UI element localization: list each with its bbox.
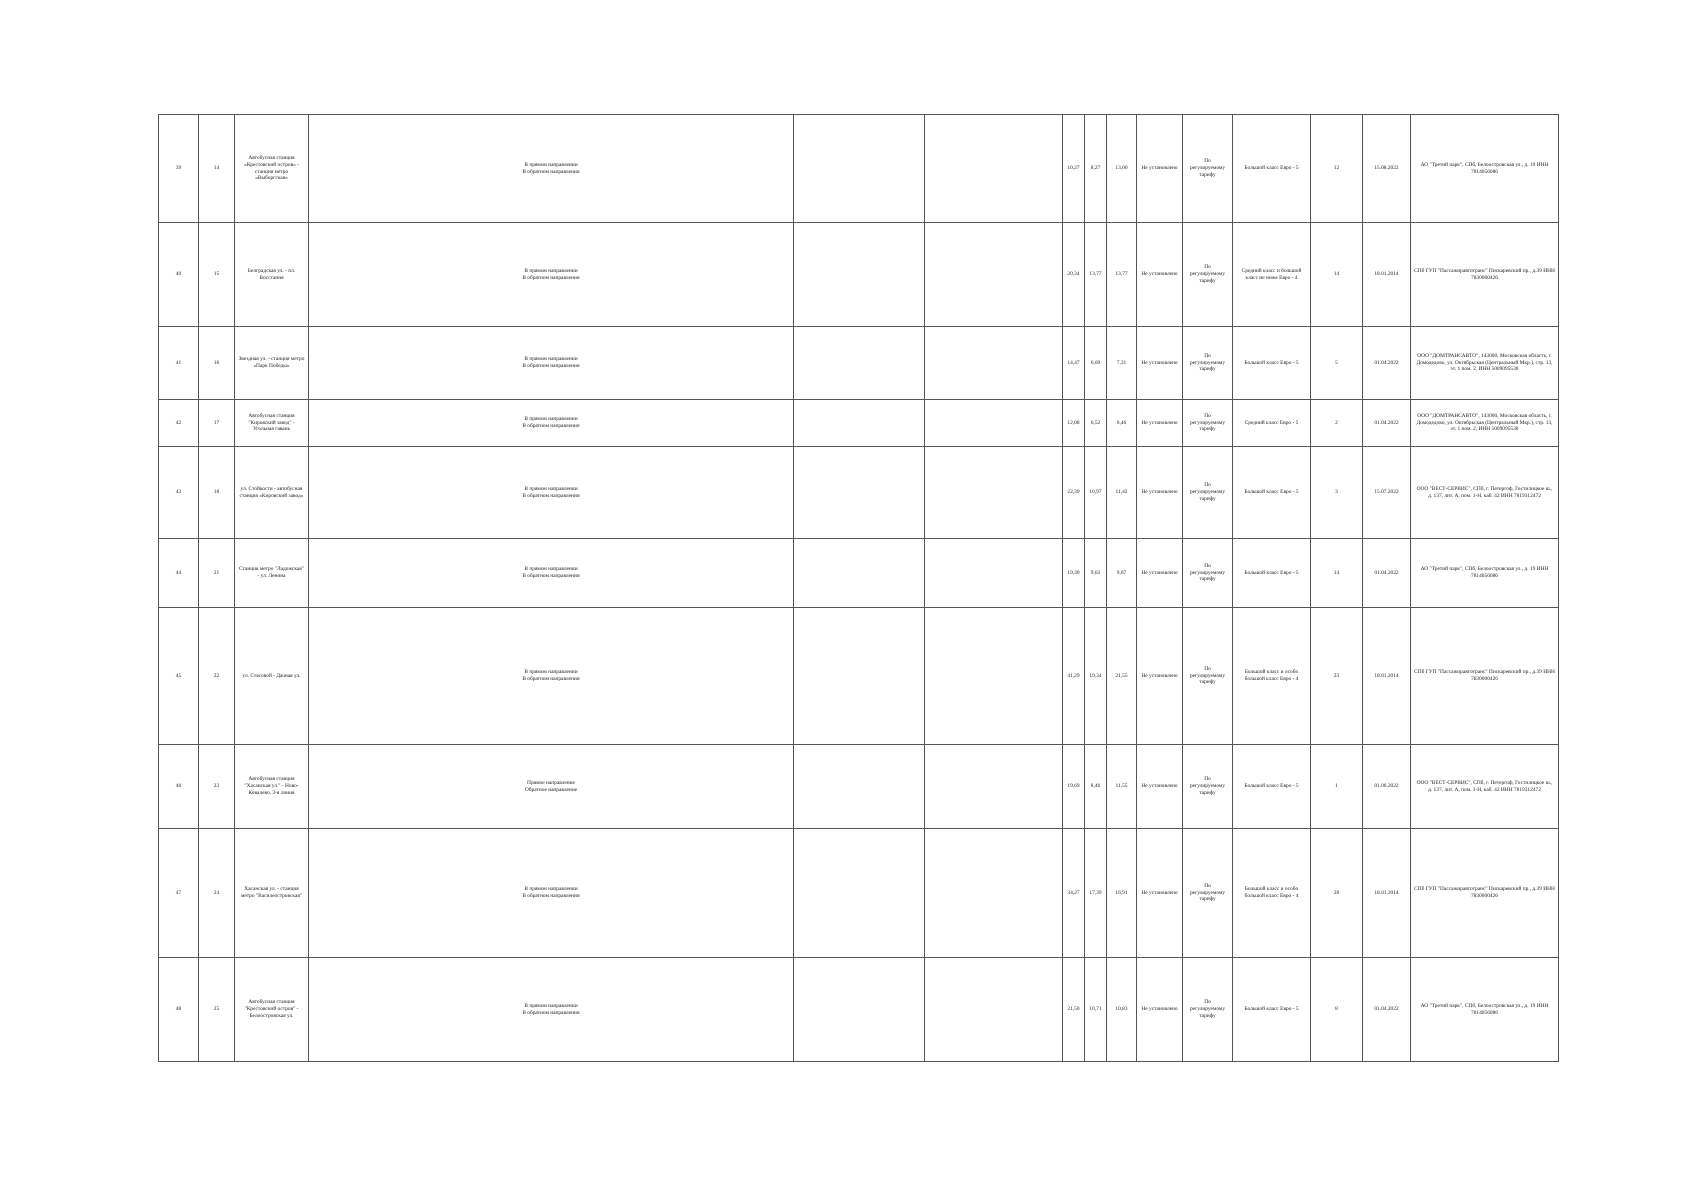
route-length: 13,77 <box>1107 223 1137 327</box>
route-name: Белградская ул. - пл. Восстания <box>235 223 309 327</box>
length-forward: 19,69 <box>1063 745 1085 829</box>
direction-back-label: В обратном направлении <box>522 893 580 899</box>
route-path-cell <box>309 958 794 1062</box>
start-date: 01.04.2022 <box>1363 327 1411 400</box>
vehicle-class: Большой класс Евро - 5 <box>1233 745 1311 829</box>
landing-restriction: Не установлено <box>1137 829 1183 958</box>
start-date: 15.08.2022 <box>1363 115 1411 223</box>
direction-forward-label: В прямом направлении <box>524 356 578 363</box>
vehicle-class: Большой класс и особо большой класс Евро - 4 <box>1233 829 1311 958</box>
carrier-info: АО "Третий парк", СПб, Белоостровская ул., д. 19 ИНН 7814056086 <box>1411 958 1559 1062</box>
landing-restriction: Не установлено <box>1137 745 1183 829</box>
vehicle-count: 5 <box>1311 327 1363 400</box>
tariff-type: По регулируемому тарифу <box>1183 447 1233 539</box>
vehicle-class: Большой класс и особо большой класс Евро - 4 <box>1233 608 1311 745</box>
length-forward: 21,50 <box>1063 958 1085 1062</box>
row-number: 47 <box>159 829 199 958</box>
length-forward: 12,08 <box>1063 400 1085 447</box>
streets-back-cell <box>925 745 1063 829</box>
carrier-info: ООО "ДОМТРАНСАВТО", 143000, Московская область, г. Домодедово, ул. Октябрьская (Центральный Мкр.), стр. 13, эт. 1 пом. 2, ИНН 5009095530 <box>1411 327 1559 400</box>
carrier-info: ООО "ДОМТРАНСАВТО", 143000, Московская область, г. Домодедово, ул. Октябрьская (Центральный Мкр.), стр. 13, эт. 1 пом. 2, ИНН 5009095530 <box>1411 400 1559 447</box>
streets-back-cell <box>925 400 1063 447</box>
direction-forward-label: Прямое направление <box>527 779 575 786</box>
vehicle-class: Большой класс Евро - 5 <box>1233 115 1311 223</box>
length-forward: 41,29 <box>1063 608 1085 745</box>
route-name: Звездная ул. - станция метро «Парк Победы» <box>235 327 309 400</box>
route-path-cell <box>309 223 794 327</box>
direction-back-label: В обратном направлении <box>522 363 580 369</box>
streets-back-cell <box>925 958 1063 1062</box>
table-row <box>159 447 1559 539</box>
row-number: 42 <box>159 400 199 447</box>
carrier-info: АО "Третий парк", СПб, Белоостровская ул., д. 19 ИНН 7814056086 <box>1411 115 1559 223</box>
direction-back-label: В обратном направлении <box>522 492 580 499</box>
length-forward: 10,27 <box>1063 115 1085 223</box>
streets-forward-cell <box>794 745 925 829</box>
route-length: 11,55 <box>1107 745 1137 829</box>
streets-forward-cell <box>794 223 925 327</box>
start-date: 18.01.2014 <box>1363 608 1411 745</box>
route-path-cell <box>309 539 794 608</box>
start-date: 18.01.2014 <box>1363 223 1411 327</box>
vehicle-class: Средний класс и большой класс не ниже Евро - 4 <box>1233 223 1311 327</box>
streets-back-cell <box>925 223 1063 327</box>
length-back: 10,71 <box>1085 958 1107 1062</box>
streets-back-cell <box>925 608 1063 745</box>
streets-forward-cell <box>794 115 925 223</box>
streets-forward-cell <box>794 400 925 447</box>
landing-restriction: Не установлено <box>1137 115 1183 223</box>
route-length: 13,00 <box>1107 115 1137 223</box>
direction-back-label: В обратном направлении <box>522 168 580 175</box>
length-back: 8,46 <box>1085 745 1107 829</box>
route-name: ул. Стасовой - Дачная ул. <box>235 608 309 745</box>
row-number: 41 <box>159 327 199 400</box>
vehicle-count: 14 <box>1311 223 1363 327</box>
route-number: 14 <box>199 115 235 223</box>
streets-back-cell <box>925 539 1063 608</box>
vehicle-count: 2 <box>1311 400 1363 447</box>
direction-forward-label: В прямом направлении <box>524 416 578 423</box>
route-path-cell <box>309 115 794 223</box>
vehicle-class: Большой класс Евро - 5 <box>1233 958 1311 1062</box>
direction-forward-label: В прямом направлении <box>524 669 578 676</box>
table-row <box>159 958 1559 1062</box>
direction-forward-label: В прямом направлении <box>524 886 578 893</box>
vehicle-count: 8 <box>1311 958 1363 1062</box>
row-number: 45 <box>159 608 199 745</box>
row-number: 43 <box>159 447 199 539</box>
tariff-type: По регулируемому тарифу <box>1183 745 1233 829</box>
routes-table <box>158 114 1559 1062</box>
route-path-cell <box>309 447 794 539</box>
route-number: 15 <box>199 223 235 327</box>
route-number: 22 <box>199 608 235 745</box>
table-row <box>159 608 1559 745</box>
vehicle-class: Средний класс Евро - 5 <box>1233 400 1311 447</box>
table-row <box>159 115 1559 223</box>
route-path-cell <box>309 608 794 745</box>
route-length: 6,46 <box>1107 400 1137 447</box>
row-number: 44 <box>159 539 199 608</box>
vehicle-count: 23 <box>1311 608 1363 745</box>
streets-back-cell <box>925 327 1063 400</box>
direction-forward-label: В прямом направлении <box>524 485 578 492</box>
vehicle-count: 3 <box>1311 447 1363 539</box>
route-length: 10,83 <box>1107 958 1137 1062</box>
route-name: Станция метро "Ладожская" - ул. Ленина <box>235 539 309 608</box>
route-number: 25 <box>199 958 235 1062</box>
landing-restriction: Не установлено <box>1137 400 1183 447</box>
streets-forward-cell <box>794 447 925 539</box>
length-forward: 20,34 <box>1063 223 1085 327</box>
direction-back-label: В обратном направлении <box>522 573 580 579</box>
tariff-type: По регулируемому тарифу <box>1183 608 1233 745</box>
landing-restriction: Не установлено <box>1137 539 1183 608</box>
table-row <box>159 327 1559 400</box>
length-forward: 19,30 <box>1063 539 1085 608</box>
route-path-cell <box>309 829 794 958</box>
tariff-type: По регулируемому тарифу <box>1183 829 1233 958</box>
streets-forward-cell <box>794 327 925 400</box>
route-name: Автобусная станция "Хасанская ул." - Ново-Ковалево, 3-я линия <box>235 745 309 829</box>
streets-forward-cell <box>794 539 925 608</box>
start-date: 01.04.2022 <box>1363 539 1411 608</box>
streets-back-cell <box>925 829 1063 958</box>
landing-restriction: Не установлено <box>1137 958 1183 1062</box>
table-row <box>159 745 1559 829</box>
route-name: Автобусная станция "Крестовский остров" - Белоостровская ул. <box>235 958 309 1062</box>
vehicle-count: 28 <box>1311 829 1363 958</box>
start-date: 01.04.2022 <box>1363 958 1411 1062</box>
direction-back-label: В обратном направлении <box>522 274 580 281</box>
length-back: 6,69 <box>1085 327 1107 400</box>
landing-restriction: Не установлено <box>1137 327 1183 400</box>
route-name: Хасанская ул. - станция метро "Василеостровская" <box>235 829 309 958</box>
direction-forward-label: В прямом направлении <box>524 267 578 274</box>
length-back: 8,27 <box>1085 115 1107 223</box>
table-row <box>159 829 1559 958</box>
direction-back-label: В обратном направлении <box>522 676 580 682</box>
length-forward: 34,27 <box>1063 829 1085 958</box>
start-date: 01.04.2022 <box>1363 400 1411 447</box>
route-path-cell <box>309 745 794 829</box>
vehicle-count: 14 <box>1311 539 1363 608</box>
carrier-info: СПб ГУП "Пассажиравтотранс" Пискаревский пр., д.39 ИНН 7830000426 <box>1411 608 1559 745</box>
tariff-type: По регулируемому тарифу <box>1183 223 1233 327</box>
length-forward: 14,47 <box>1063 327 1085 400</box>
route-length: 21,55 <box>1107 608 1137 745</box>
carrier-info: АО "Третий парк", СПб, Белоостровская ул., д. 19 ИНН 7814056086 <box>1411 539 1559 608</box>
route-length: 16,91 <box>1107 829 1137 958</box>
route-length: 9,67 <box>1107 539 1137 608</box>
vehicle-class: Большой класс Евро - 5 <box>1233 539 1311 608</box>
length-forward: 22,39 <box>1063 447 1085 539</box>
length-back: 19,34 <box>1085 608 1107 745</box>
tariff-type: По регулируемому тарифу <box>1183 115 1233 223</box>
tariff-type: По регулируемому тарифу <box>1183 327 1233 400</box>
landing-restriction: Не установлено <box>1137 447 1183 539</box>
streets-forward-cell <box>794 958 925 1062</box>
route-name: Автобусная станция "Кировский завод" - Угольная гавань <box>235 400 309 447</box>
route-length: 11,42 <box>1107 447 1137 539</box>
route-length: 7,31 <box>1107 327 1137 400</box>
route-number: 17 <box>199 400 235 447</box>
landing-restriction: Не установлено <box>1137 608 1183 745</box>
route-path-cell <box>309 327 794 400</box>
direction-back-label: В обратном направлении <box>522 423 580 429</box>
row-number: 46 <box>159 745 199 829</box>
vehicle-count: 12 <box>1311 115 1363 223</box>
carrier-info: СПб ГУП "Пассажиравтотранс" Пискаревский пр., д.39 ИНН 7830000426 <box>1411 829 1559 958</box>
landing-restriction: Не установлено <box>1137 223 1183 327</box>
start-date: 18.01.2014 <box>1363 829 1411 958</box>
length-back: 9,63 <box>1085 539 1107 608</box>
vehicle-class: Большой класс Евро - 5 <box>1233 447 1311 539</box>
streets-forward-cell <box>794 608 925 745</box>
row-number: 48 <box>159 958 199 1062</box>
table-row <box>159 400 1559 447</box>
carrier-info: ООО "ВЕСТ-СЕРВИС", СПб, г. Петергоф, Гостилицкое ш., д. 137, лит. А, пом. 1-Н, каб. 42 ИНН 7819312472 <box>1411 745 1559 829</box>
carrier-info: СПб ГУП "Пассажиравтотранс" Пискаревский пр., д.39 ИНН 7830000426 <box>1411 223 1559 327</box>
streets-forward-cell <box>794 829 925 958</box>
length-back: 10,97 <box>1085 447 1107 539</box>
route-number: 23 <box>199 745 235 829</box>
vehicle-count: 1 <box>1311 745 1363 829</box>
tariff-type: По регулируемому тарифу <box>1183 539 1233 608</box>
route-number: 16 <box>199 327 235 400</box>
route-number: 18 <box>199 447 235 539</box>
route-number: 24 <box>199 829 235 958</box>
direction-forward-label: В прямом направлении <box>524 566 578 573</box>
tariff-type: По регулируемому тарифу <box>1183 958 1233 1062</box>
streets-back-cell <box>925 447 1063 539</box>
row-number: 39 <box>159 115 199 223</box>
start-date: 15.07.2022 <box>1363 447 1411 539</box>
row-number: 40 <box>159 223 199 327</box>
direction-forward-label: В прямом направлении <box>524 161 578 168</box>
tariff-type: По регулируемому тарифу <box>1183 400 1233 447</box>
direction-back-label: Обратное направление <box>524 786 578 793</box>
table-row <box>159 223 1559 327</box>
route-name: Автобусная станция «Крестовский остров» - станция метро «Выборгская» <box>235 115 309 223</box>
length-back: 13,77 <box>1085 223 1107 327</box>
route-number: 21 <box>199 539 235 608</box>
vehicle-class: Большой класс Евро - 5 <box>1233 327 1311 400</box>
direction-back-label: В обратном направлении <box>522 1009 580 1016</box>
start-date: 01.06.2022 <box>1363 745 1411 829</box>
streets-back-cell <box>925 115 1063 223</box>
length-back: 6,52 <box>1085 400 1107 447</box>
carrier-info: ООО "ВЕСТ-СЕРВИС", СПб, г. Петергоф, Гостилицкое ш., д. 137, лит. А, пом. 1-Н, каб. 42 ИНН 7819312472 <box>1411 447 1559 539</box>
direction-forward-label: В прямом направлении <box>524 1002 578 1009</box>
table-row <box>159 539 1559 608</box>
route-path-cell <box>309 400 794 447</box>
length-back: 17,39 <box>1085 829 1107 958</box>
route-name: ул. Стойкости - автобусная станция «Кировский завод» <box>235 447 309 539</box>
